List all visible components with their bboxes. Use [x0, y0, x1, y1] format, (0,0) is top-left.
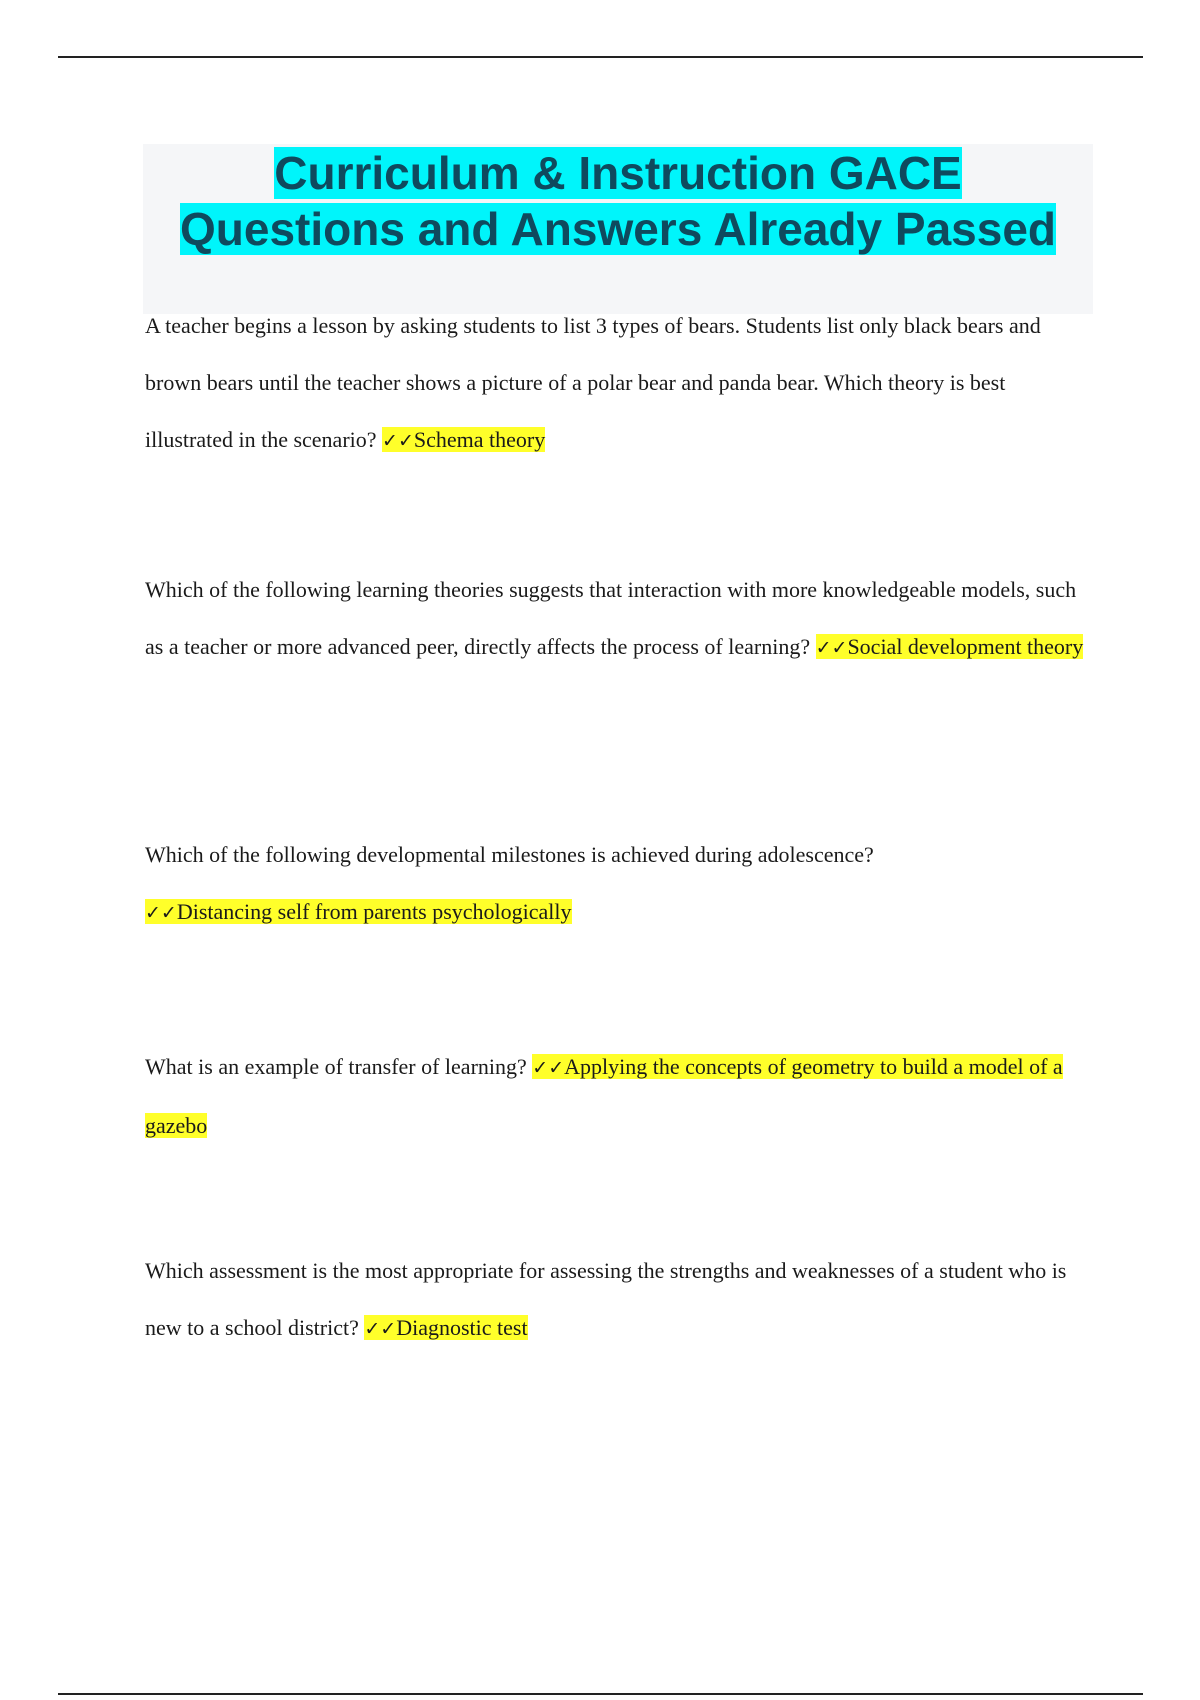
answer-text: Social development theory [847, 634, 1084, 659]
answer-text: Distancing self from parents psychologically [176, 899, 572, 924]
title-line-2: Questions and Answers Already Passed [179, 203, 1057, 255]
qa-item-5 [145, 1242, 1095, 1358]
question-text: Which of the following learning theories suggests that interaction with more knowledgeable models, such as a teacher or more advanced peer, directly affects the process of learning? [145, 577, 1077, 659]
question-text: Which assessment is the most appropriate for assessing the strengths and weaknesses of a student who is new to a school district? [145, 1258, 1067, 1340]
document-title [143, 145, 1093, 257]
answer-text: Applying the concepts of geometry to build a model of a gazebo [145, 1054, 1063, 1138]
answer-highlight [816, 634, 1084, 659]
qa-item-4 [145, 1038, 1095, 1154]
qa-item-3 [145, 826, 1095, 942]
double-check-icon: ✓✓ [364, 1318, 397, 1340]
top-divider [58, 56, 1143, 58]
qa-item-1 [145, 297, 1095, 470]
answer-highlight [145, 899, 572, 924]
question-text: Which of the following developmental milestones is achieved during adolescence? [145, 842, 874, 867]
answer-text: Diagnostic test [396, 1315, 528, 1340]
answer-highlight [364, 1315, 527, 1340]
question-text: What is an example of transfer of learning? [145, 1054, 527, 1079]
bottom-divider [58, 1693, 1143, 1695]
title-line-1: Curriculum & Instruction GACE [274, 147, 962, 199]
double-check-icon: ✓✓ [145, 902, 177, 924]
answer-text: Schema theory [413, 427, 546, 452]
answer-highlight [382, 427, 545, 452]
qa-item-2 [145, 561, 1095, 677]
double-check-icon: ✓✓ [532, 1057, 565, 1079]
double-check-icon: ✓✓ [815, 637, 848, 659]
question-text: A teacher begins a lesson by asking students to list 3 types of bears. Students list only black bears and brown bears until the teacher shows a picture of a polar bear and panda bear. Which theory is best illustrated in the scenario? [145, 313, 1041, 452]
double-check-icon: ✓✓ [382, 430, 414, 452]
